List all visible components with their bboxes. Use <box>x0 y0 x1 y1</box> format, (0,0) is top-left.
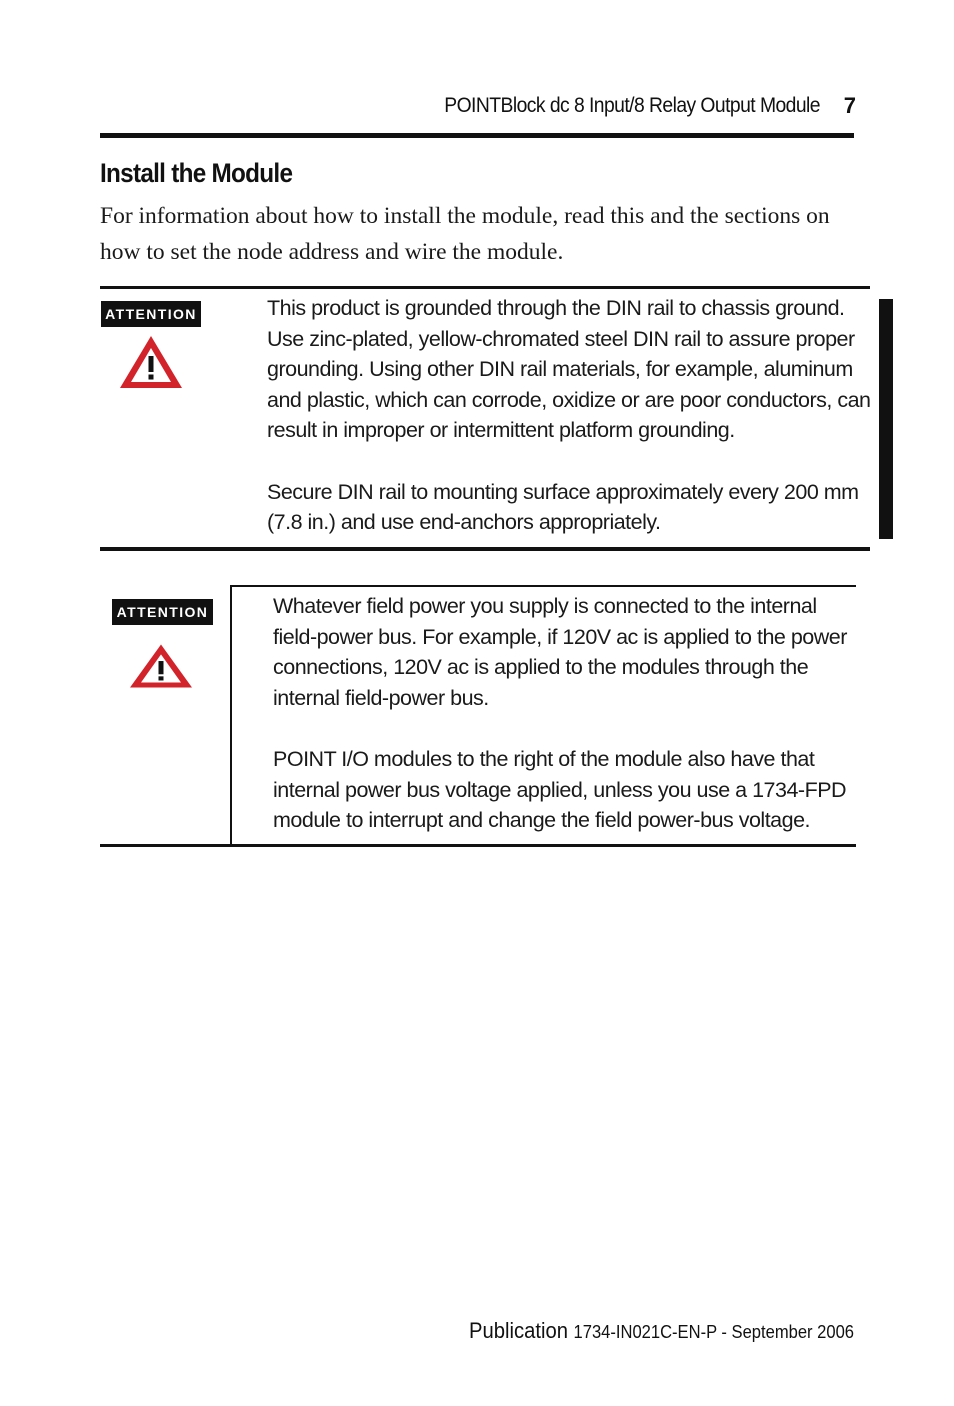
attention-1-badge: ATTENTION <box>101 301 201 327</box>
intro-paragraph: For information about how to install the module, read this and the sections on how to set the node address and wire the module. <box>100 203 830 265</box>
attention-1-paragraph-2: Secure DIN rail to mounting surface approximately every 200 mm (7.8 in.) and use end-anchors appropriately. <box>267 479 859 535</box>
attention-2-paragraph-2: POINT I/O modules to the right of the module also have that internal power bus voltage applied, unless you use a 1734-FPD module to interrupt and change the field power-bus voltage. <box>273 746 847 833</box>
attention-1-text <box>267 293 877 538</box>
attention-2-paragraph-1: Whatever field power you supply is connected to the internal field-power bus. For example, if 120V ac is applied to the power connections, 120V ac is applied to the modules through the internal field-power bus. <box>273 594 847 710</box>
attention-2-badge: ATTENTION <box>112 599 213 625</box>
thumb-tab-marker <box>879 299 893 539</box>
running-header-title: POINTBlock dc 8 Input/8 Relay Output Module <box>444 94 820 117</box>
warning-triangle-icon <box>117 333 185 396</box>
attention-1-paragraph-1: This product is grounded through the DIN rail to chassis ground. Use zinc-plated, yellow-chromated steel DIN rail to assure proper grounding. Using other DIN rail materials, for example, aluminum and plastic, which can corrode, oxidize or are poor conductors, can result in improper or intermittent platform grounding. <box>267 296 871 443</box>
attention-1-bottom-rule <box>100 547 870 551</box>
section-title: Install the Module <box>100 158 293 188</box>
attention-1-top-rule <box>100 286 870 289</box>
publication-number: 1734-IN021C-EN-P - September 2006 <box>573 1322 854 1342</box>
footer <box>418 1318 854 1344</box>
page-number: 7 <box>843 93 856 118</box>
attention-2-bottom-rule <box>100 844 856 847</box>
attention-2-divider <box>230 585 232 847</box>
warning-triangle-icon <box>127 642 195 695</box>
footer-label: Publication <box>468 1318 569 1343</box>
attention-2-text <box>273 591 863 836</box>
attention-2-top-rule <box>232 585 856 587</box>
header-rule <box>100 133 854 138</box>
